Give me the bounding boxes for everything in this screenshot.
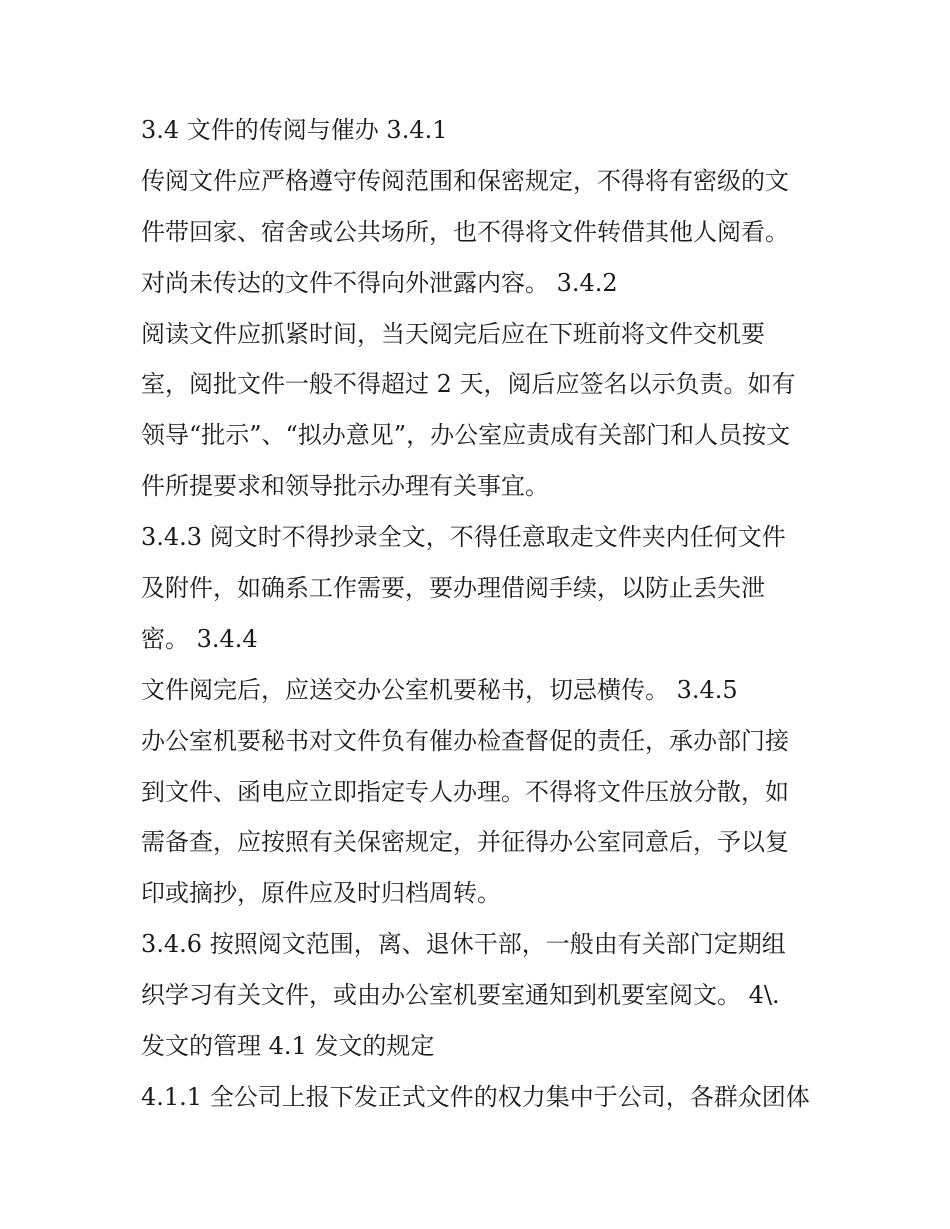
text-line: 阅读文件应抓紧时间，当天阅完后应在下班前将文件交机要 <box>141 319 765 348</box>
text-line: 需备查，应按照有关保密规定，并征得办公室同意后，予以复 <box>141 828 789 857</box>
text-line: 件带回家、宿舍或公共场所，也不得将文件转借其他人阅看。 <box>141 217 789 246</box>
text-line: 到文件、函电应立即指定专人办理。不得将文件压放分散，如 <box>141 777 789 806</box>
text-line: 及附件，如确系工作需要，要办理借阅手续，以防止丢失泄 <box>141 574 765 603</box>
text-line: 室，阅批文件一般不得超过 2 天，阅后应签名以示负责。如有 <box>141 370 796 399</box>
text-line-heading-4: 发文的管理 4.1 发文的规定 <box>141 1032 435 1061</box>
text-line: 3.4.6 按照阅文范围，离、退休干部，一般由有关部门定期组 <box>141 930 786 959</box>
text-line: 织学习有关文件，或由办公室机要室通知到机要室阅文。 4\. <box>141 981 780 1010</box>
text-line-heading-3-4: 3.4 文件的传阅与催办 3.4.1 <box>141 116 448 144</box>
text-line: 领导“批示”、“拟办意见”，办公室应责成有关部门和人员按文 <box>141 421 791 450</box>
text-line: 传阅文件应严格遵守传阅范围和保密规定，不得将有密级的文 <box>141 166 789 195</box>
text-line: 印或摘抄，原件应及时归档周转。 <box>141 879 501 908</box>
text-line: 密。 3.4.4 <box>141 624 258 653</box>
text-line: 办公室机要秘书对文件负有催办检查督促的责任，承办部门接 <box>141 726 789 755</box>
text-line: 3.4.3 阅文时不得抄录全文，不得任意取走文件夹内任何文件 <box>141 523 786 552</box>
text-line: 对尚未传达的文件不得向外泄露内容。 3.4.2 <box>141 268 618 297</box>
document-body <box>141 110 821 1128</box>
text-line: 4.1.1 全公司上报下发正式文件的权力集中于公司，各群众团体 <box>141 1082 810 1111</box>
text-line: 文件阅完后，应送交办公室机要秘书，切忌横传。 3.4.5 <box>141 675 738 704</box>
text-line: 件所提要求和领导批示办理有关事宜。 <box>141 472 549 501</box>
